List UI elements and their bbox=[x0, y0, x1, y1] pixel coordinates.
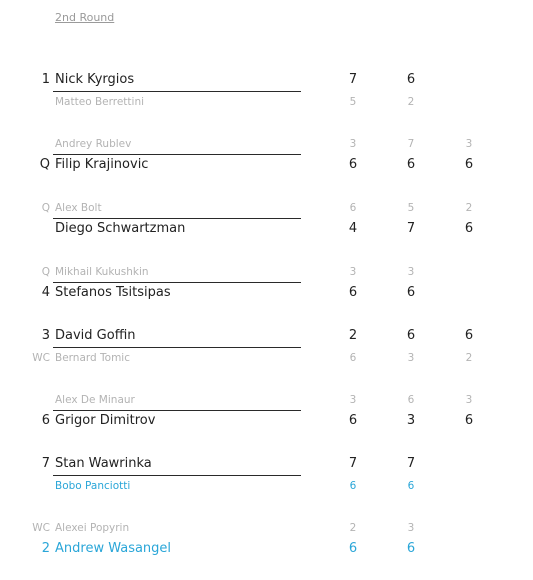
player-seed: Q bbox=[41, 202, 50, 214]
set-score: 7 bbox=[406, 456, 416, 471]
match-divider bbox=[53, 347, 301, 348]
player-name: Grigor Dimitrov bbox=[55, 413, 156, 428]
set-score: 6 bbox=[348, 285, 358, 300]
set-score: 2 bbox=[465, 352, 473, 364]
match-divider bbox=[53, 91, 301, 92]
player-row bbox=[0, 326, 533, 346]
set-score: 7 bbox=[407, 138, 415, 150]
player-seed: WC bbox=[32, 522, 50, 534]
player-name: Andrey Rublev bbox=[55, 138, 132, 150]
player-row bbox=[0, 454, 533, 474]
player-name: Nick Kyrgios bbox=[55, 72, 135, 87]
set-score: 6 bbox=[464, 157, 474, 172]
set-score: 6 bbox=[349, 480, 357, 492]
player-name: Mikhail Kukushkin bbox=[55, 266, 149, 278]
set-score: 6 bbox=[406, 72, 416, 87]
set-score: 6 bbox=[406, 157, 416, 172]
set-score: 2 bbox=[465, 202, 473, 214]
player-name: Bobo Panciotti bbox=[55, 480, 131, 492]
round-link[interactable]: 2nd Round bbox=[55, 11, 115, 24]
player-seed: 1 bbox=[41, 72, 50, 87]
player-name: Andrew Wasangel bbox=[55, 541, 172, 556]
set-score: 6 bbox=[348, 541, 358, 556]
player-name: Bernard Tomic bbox=[55, 352, 130, 364]
player-name: Alex Bolt bbox=[55, 202, 102, 214]
set-score: 2 bbox=[348, 328, 358, 343]
set-score: 7 bbox=[406, 221, 416, 236]
player-seed: 6 bbox=[41, 413, 50, 428]
player-name: David Goffin bbox=[55, 328, 136, 343]
set-score: 6 bbox=[348, 157, 358, 172]
set-score: 3 bbox=[406, 413, 416, 428]
match-divider bbox=[53, 475, 301, 476]
set-score: 4 bbox=[348, 221, 358, 236]
set-score: 3 bbox=[349, 266, 357, 278]
player-name: Stan Wawrinka bbox=[55, 456, 152, 471]
player-row bbox=[0, 539, 533, 559]
set-score: 6 bbox=[407, 480, 415, 492]
set-score: 2 bbox=[349, 522, 357, 534]
player-row bbox=[0, 155, 533, 175]
player-row bbox=[0, 390, 533, 410]
player-row bbox=[0, 518, 533, 538]
set-score: 3 bbox=[465, 138, 473, 150]
player-seed: 2 bbox=[41, 541, 50, 556]
set-score: 3 bbox=[407, 266, 415, 278]
match-divider bbox=[53, 218, 301, 219]
match-divider bbox=[53, 154, 301, 155]
set-score: 6 bbox=[464, 328, 474, 343]
player-row bbox=[0, 348, 533, 368]
player-name: Filip Krajinovic bbox=[55, 157, 149, 172]
set-score: 6 bbox=[349, 202, 357, 214]
player-seed: WC bbox=[32, 352, 50, 364]
set-score: 3 bbox=[465, 394, 473, 406]
set-score: 6 bbox=[406, 285, 416, 300]
match-divider bbox=[53, 282, 301, 283]
set-score: 3 bbox=[349, 394, 357, 406]
set-score: 3 bbox=[407, 352, 415, 364]
set-score: 3 bbox=[349, 138, 357, 150]
set-score: 6 bbox=[407, 394, 415, 406]
player-row bbox=[0, 92, 533, 112]
player-row bbox=[0, 219, 533, 239]
set-score: 6 bbox=[349, 352, 357, 364]
player-row bbox=[0, 476, 533, 496]
set-score: 5 bbox=[349, 96, 357, 108]
set-score: 6 bbox=[464, 413, 474, 428]
set-score: 7 bbox=[348, 456, 358, 471]
set-score: 2 bbox=[407, 96, 415, 108]
player-seed: 7 bbox=[41, 456, 50, 471]
player-row bbox=[0, 198, 533, 218]
player-name: Diego Schwartzman bbox=[55, 221, 186, 236]
player-row bbox=[0, 411, 533, 431]
player-seed: Q bbox=[41, 266, 50, 278]
player-name: Alex De Minaur bbox=[55, 394, 135, 406]
player-seed: 3 bbox=[41, 328, 50, 343]
set-score: 6 bbox=[406, 328, 416, 343]
set-score: 3 bbox=[407, 522, 415, 534]
match-divider bbox=[53, 410, 301, 411]
player-seed: 4 bbox=[41, 285, 50, 300]
player-row bbox=[0, 262, 533, 282]
set-score: 6 bbox=[464, 221, 474, 236]
player-name: Matteo Berrettini bbox=[55, 96, 145, 108]
set-score: 6 bbox=[348, 413, 358, 428]
player-row bbox=[0, 134, 533, 154]
player-name: Stefanos Tsitsipas bbox=[55, 285, 171, 300]
player-name: Alexei Popyrin bbox=[55, 522, 130, 534]
player-seed: Q bbox=[39, 157, 50, 172]
set-score: 6 bbox=[406, 541, 416, 556]
set-score: 5 bbox=[407, 202, 415, 214]
player-row bbox=[0, 283, 533, 303]
player-row bbox=[0, 70, 533, 90]
set-score: 7 bbox=[348, 72, 358, 87]
